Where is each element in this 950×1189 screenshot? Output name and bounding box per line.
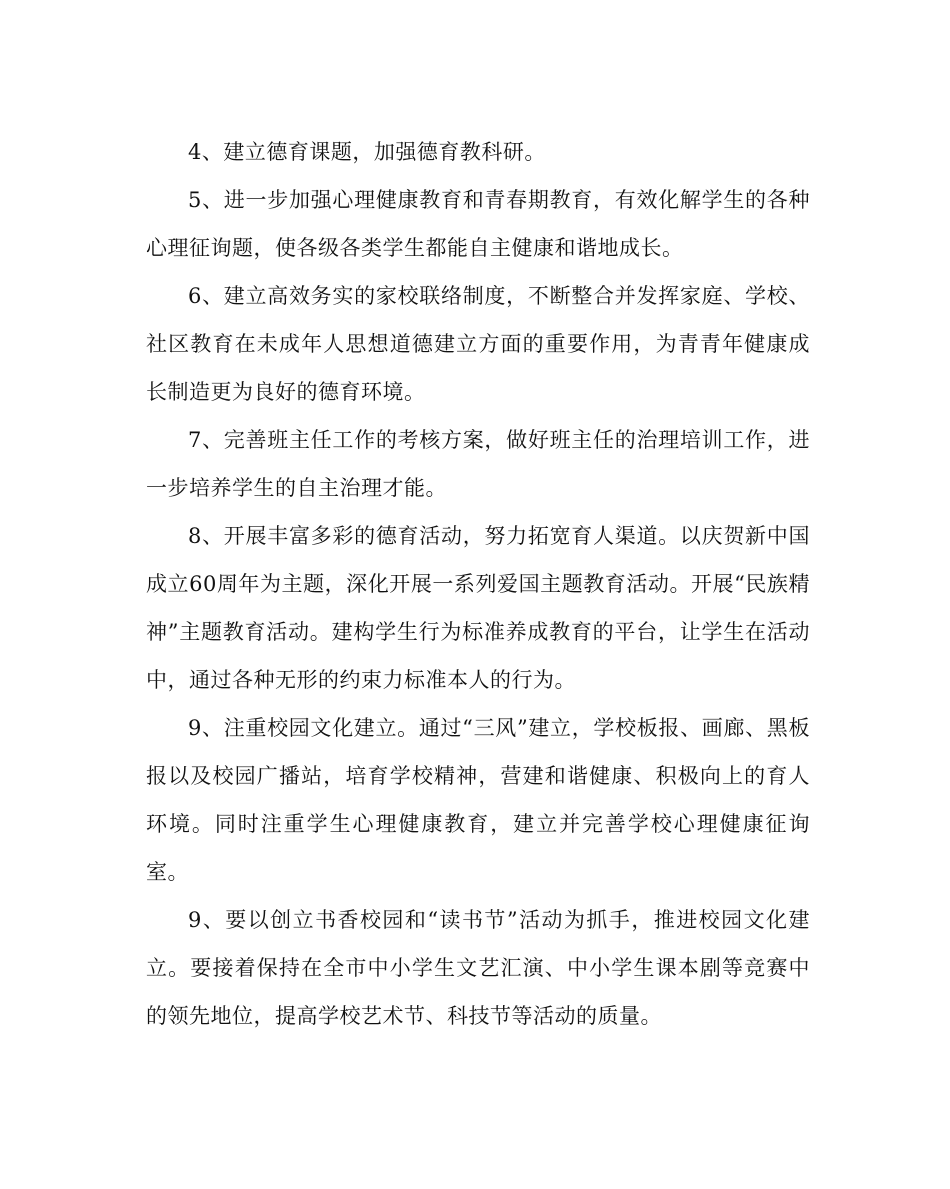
paragraph-item-4: 4、建立德育课题，加强德育教科研。	[188, 140, 546, 164]
paragraph-item-8: 8、开展丰富多彩的德育活动，努力拓宽育人渠道。以庆贺新中国成立60周年为主题，深化开展一系列爱国主题教育活动。开展“民族精神”主题教育活动。建构学生行为标准养成教育的平台，让学生在活动中，通过各种无形的约束力标准本人的行为。	[146, 524, 810, 692]
paragraph-item-7: 7、完善班主任工作的考核方案，做好班主任的治理培训工作，进一步培养学生的自主治理才能。	[146, 428, 810, 500]
document-body	[146, 128, 810, 1040]
paragraph-item-9a: 9、注重校园文化建立。通过“三风”建立，学校板报、画廊、黑板报以及校园广播站，培育学校精神，营建和谐健康、积极向上的育人环境。同时注重学生心理健康教育，建立并完善学校心理健康征询室。	[146, 716, 810, 884]
paragraph-item-9b: 9、要以创立书香校园和“读书节”活动为抓手，推进校园文化建立。要接着保持在全市中小学生文艺汇演、中小学生课本剧等竞赛中的领先地位，提高学校艺术节、科技节等活动的质量。	[146, 908, 810, 1028]
paragraph-item-5: 5、进一步加强心理健康教育和青春期教育，有效化解学生的各种心理征询题，使各级各类学生都能自主健康和谐地成长。	[146, 188, 810, 260]
paragraph-item-6: 6、建立高效务实的家校联络制度，不断整合并发挥家庭、学校、社区教育在未成年人思想道德建立方面的重要作用，为青青年健康成长制造更为良好的德育环境。	[146, 284, 810, 404]
